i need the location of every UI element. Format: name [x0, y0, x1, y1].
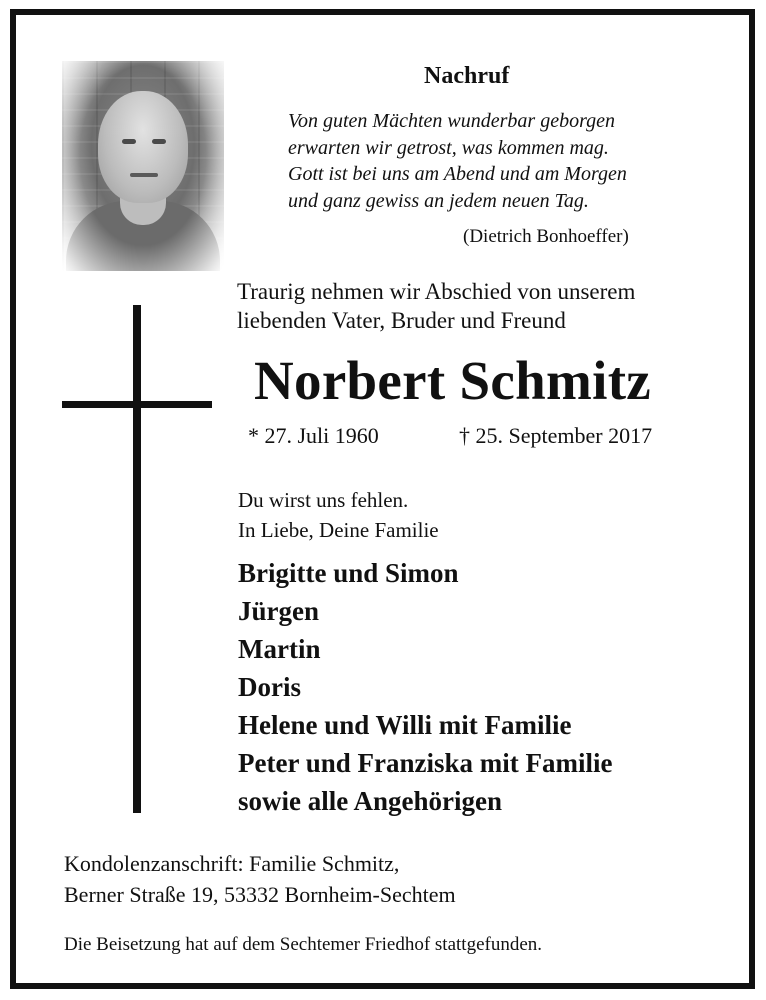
poem-line: erwarten wir getrost, was kommen mag. — [288, 136, 609, 159]
family-member: Jürgen — [238, 596, 319, 626]
deceased-name: Norbert Schmitz — [254, 350, 652, 411]
family-member: Helene und Willi mit Familie — [238, 710, 572, 740]
message-line: In Liebe, Deine Familie — [238, 518, 439, 542]
burial-note: Die Beisetzung hat auf dem Sechtemer Friedhof stattgefunden. — [64, 934, 543, 955]
poem-line: Von guten Mächten wunderbar geborgen — [288, 110, 615, 132]
notice-heading: Nachruf — [424, 63, 510, 89]
address-line: Kondolenzanschrift: Familie Schmitz, — [64, 851, 400, 876]
condolence-address — [64, 848, 456, 910]
obituary-frame — [10, 9, 755, 989]
portrait-photo — [62, 61, 224, 271]
family-member: sowie alle Angehörigen — [238, 786, 502, 816]
family-member: Doris — [238, 672, 301, 702]
poem-author: (Dietrich Bonhoeffer) — [463, 226, 629, 247]
family-member: Martin — [238, 634, 321, 664]
birth-date: * 27. Juli 1960 — [248, 423, 379, 448]
address-line: Berner Straße 19, 53332 Bornheim-Sechtem — [64, 882, 456, 907]
cross-horizontal-bar — [62, 401, 212, 408]
poem — [288, 108, 627, 214]
cross-vertical-bar — [133, 305, 141, 813]
death-date: † 25. September 2017 — [459, 423, 653, 448]
intro-text — [237, 277, 635, 335]
message-line: Du wirst uns fehlen. — [238, 488, 409, 512]
poem-line: Gott ist bei uns am Abend und am Morgen — [288, 163, 627, 185]
family-member: Brigitte und Simon — [238, 558, 459, 588]
intro-line: liebenden Vater, Bruder und Freund — [237, 308, 566, 333]
intro-line: Traurig nehmen wir Abschied von unserem — [237, 279, 636, 304]
poem-line: und ganz gewiss an jedem neuen Tag. — [288, 189, 589, 212]
family-list — [238, 554, 612, 820]
family-member: Peter und Franziska mit Familie — [238, 748, 613, 778]
photo-vignette — [62, 61, 224, 271]
family-message — [238, 485, 439, 545]
